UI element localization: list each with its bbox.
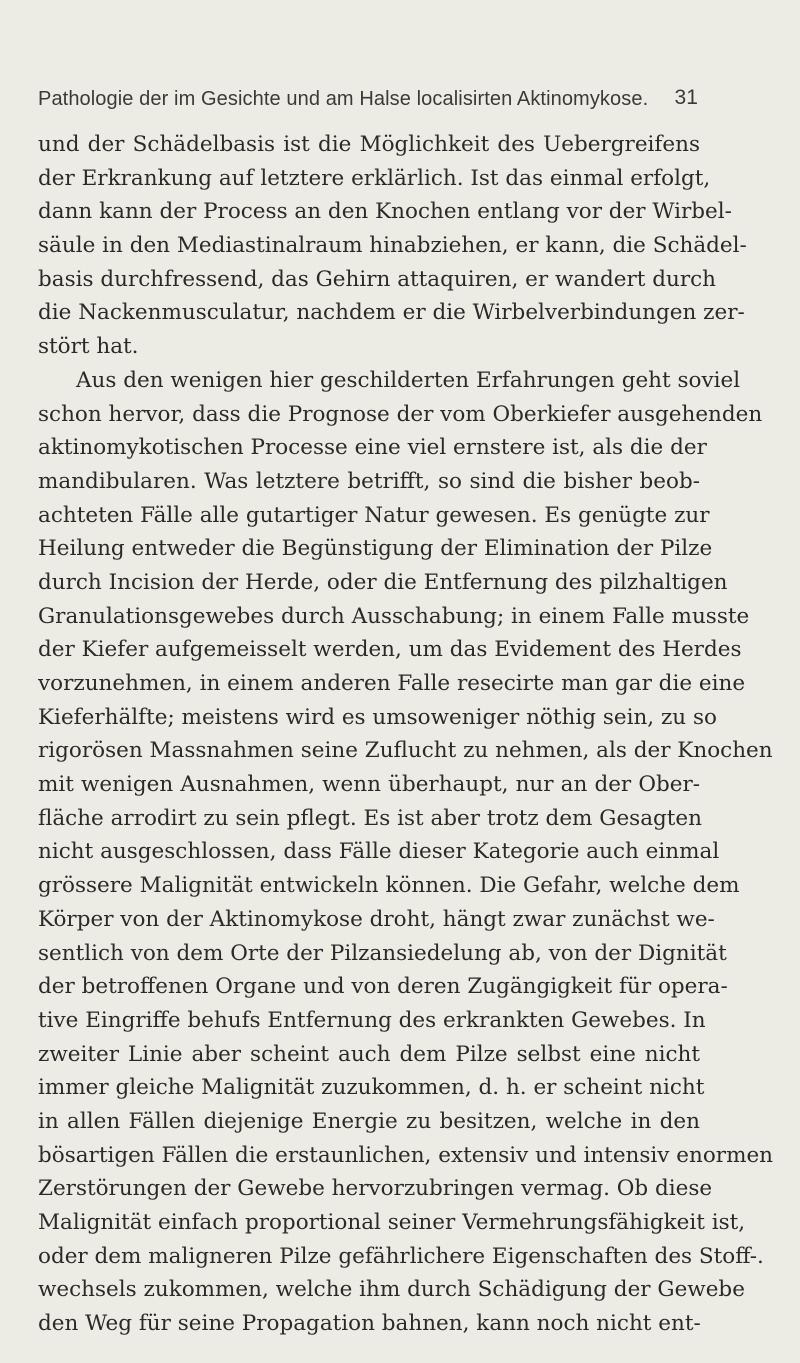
text-line: mandibularen. Was letztere betrifft, so sind die bisher beob- xyxy=(38,468,700,494)
text-line: die Nackenmusculatur, nachdem er die Wirbelverbindungen zer- xyxy=(38,300,745,326)
running-header-title: Pathologie der im Gesichte und am Halse localisirten Aktinomykose. xyxy=(38,88,649,110)
text-line: der Kiefer aufgemeisselt werden, um das Evidement des Herdes xyxy=(38,637,742,663)
text-line: aktinomykotischen Processe eine viel ernstere ist, als die der xyxy=(38,435,707,461)
text-line: immer gleiche Malignität zuzukommen, d. h. er scheint nicht xyxy=(38,1075,705,1101)
text-line: dann kann der Process an den Knochen entlang vor der Wirbel- xyxy=(38,199,732,225)
body-text xyxy=(38,128,774,1341)
text-line: sentlich von dem Orte der Pilzansiedelung ab, von der Dignität xyxy=(38,940,727,966)
text-line: vorzunehmen, in einem anderen Falle resecirte man gar die eine xyxy=(38,671,746,696)
text-line: der betroffenen Organe und von deren Zugängigkeit für opera- xyxy=(38,974,728,1000)
text-line: Kieferhälfte; meistens wird es umsoweniger nöthig sein, zu so xyxy=(38,704,717,730)
text-line: fläche arrodirt zu sein pflegt. Es ist aber trotz dem Gesagten xyxy=(38,805,702,831)
text-line: der Erkrankung auf letztere erklärlich. Ist das einmal erfolgt, xyxy=(38,165,711,191)
text-line: stört hat. xyxy=(38,334,139,360)
text-line: grössere Malignität entwickeln können. Die Gefahr, welche dem xyxy=(38,873,740,899)
text-line: Körper von der Aktinomykose droht, hängt zwar zunächst we- xyxy=(38,906,715,932)
text-line: säule in den Mediastinalraum hinabziehen, er kann, die Schädel- xyxy=(38,233,747,259)
text-line: Aus den wenigen hier geschilderten Erfahrungen geht soviel xyxy=(76,367,741,393)
text-line: zweiter Linie aber scheint auch dem Pilze selbst eine nicht xyxy=(38,1041,700,1067)
text-line: Malignität einfach proportional seiner Vermehrungsfähigkeit ist, xyxy=(38,1210,746,1235)
text-line: schon hervor, dass die Prognose der vom Oberkiefer ausgehenden xyxy=(38,401,763,427)
text-line: oder dem maligneren Pilze gefährlichere Eigenschaften des Stoff-. xyxy=(38,1243,764,1269)
text-line: basis durchfressend, das Gehirn attaquiren, er wandert durch xyxy=(38,266,717,292)
text-line: wechsels zukommen, welche ihm durch Schädigung der Gewebe xyxy=(38,1277,745,1303)
text-line: Heilung entweder die Begünstigung der Elimination der Pilze xyxy=(38,536,713,562)
text-line: durch Incision der Herde, oder die Entfernung des pilzhaltigen xyxy=(38,569,728,595)
running-header xyxy=(38,88,698,116)
text-line: Zerstörungen der Gewebe hervorzubringen vermag. Ob diese xyxy=(38,1176,713,1202)
page-number: 31 xyxy=(674,86,698,109)
text-line: achteten Fälle alle gutartiger Natur gewesen. Es genügte zur xyxy=(38,502,710,528)
text-line: bösartigen Fällen die erstaunlichen, extensiv und intensiv enormen xyxy=(38,1142,774,1168)
text-line: mit wenigen Ausnahmen, wenn überhaupt, nur an der Ober- xyxy=(38,772,700,798)
text-line: tive Eingriffe behufs Entfernung des erkrankten Gewebes. In xyxy=(38,1007,706,1033)
text-line: in allen Fällen diejenige Energie zu besitzen, welche in den xyxy=(38,1108,700,1134)
text-line: Granulationsgewebes durch Ausschabung; in einem Falle musste xyxy=(38,603,750,629)
text-line: nicht ausgeschlossen, dass Fälle dieser Kategorie auch einmal xyxy=(38,839,720,865)
text-line: rigorösen Massnahmen seine Zuflucht zu nehmen, als der Knochen xyxy=(38,738,773,764)
text-line: und der Schädelbasis ist die Möglichkeit des Uebergreifens xyxy=(38,132,700,157)
text-line: den Weg für seine Propagation bahnen, kann noch nicht ent- xyxy=(38,1311,701,1337)
